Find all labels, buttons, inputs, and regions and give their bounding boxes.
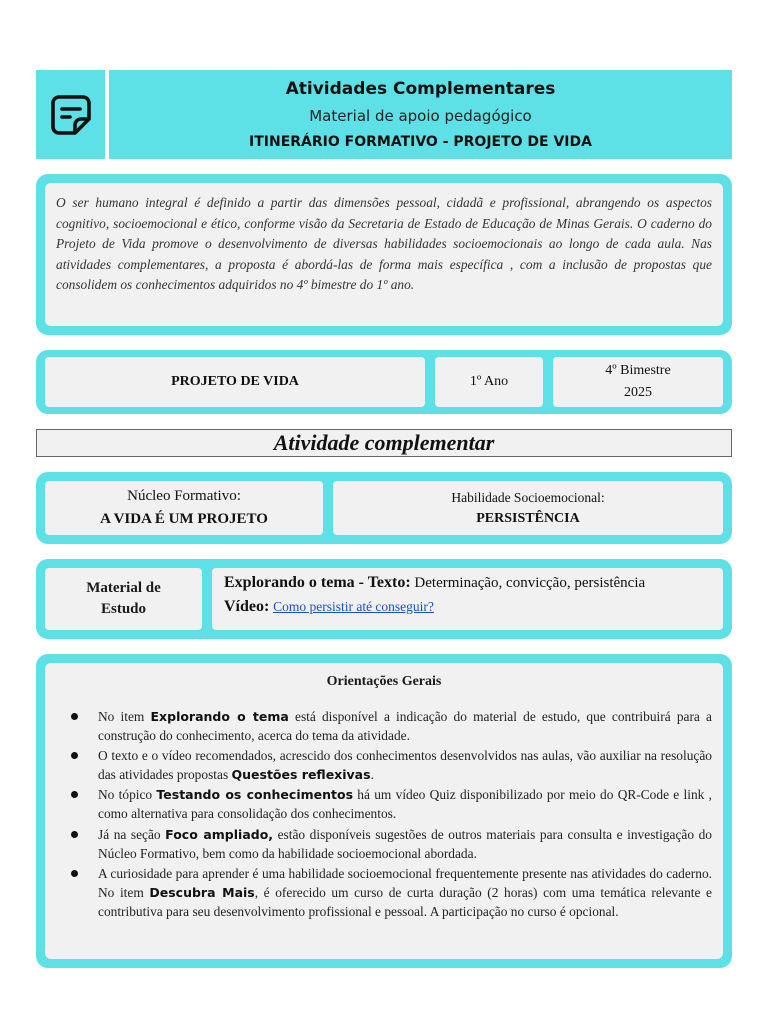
item-text: , é oferecido um curso de curta duração (2 horas) com uma temática relevante e contributiva para seu desenvolvimento profissional e pessoal. A participação no curso é opcional. xyxy=(98,884,712,919)
header-text xyxy=(109,70,732,159)
item-highlight: Descubra Mais xyxy=(149,884,255,900)
video-label: Vídeo: xyxy=(224,598,270,615)
list-item xyxy=(56,785,712,823)
nucleo-panel xyxy=(36,472,732,544)
item-text: O texto e o vídeo recomendados, acrescido dos conhecimentos desenvolvidos nas aulas, vão auxiliar na resolução das atividades propostas xyxy=(98,748,712,783)
term-cell xyxy=(553,357,723,407)
video-link[interactable]: Como persistir até conseguir? xyxy=(273,599,434,614)
habilidade-value: PERSISTÊNCIA xyxy=(476,510,580,526)
item-highlight: Foco ampliado, xyxy=(165,826,274,842)
material-text-row xyxy=(224,571,711,595)
texto-label: Explorando o tema - Texto: xyxy=(224,574,411,591)
nucleo-cell xyxy=(45,481,323,535)
grade-label: 1º Ano xyxy=(469,374,509,389)
item-text: está disponível a indicação do material de estudo, que contribuirá para a construção do conhecimento, acerca do tema da atividade. xyxy=(98,709,712,744)
activity-title: Atividade complementar xyxy=(273,430,495,455)
orientacoes-list xyxy=(56,707,712,921)
nucleo-label: Núcleo Formativo: xyxy=(127,488,241,504)
intro-text: O ser humano integral é definido a partir das dimensões pessoal, cidadã e profissional, abrangendo os aspectos cognitivo, socioemocional e ético, conforme visão da Secretaria de Estado de Educação de Minas Gerais. O caderno do Projeto de Vida promove o desenvolvimento de diversas habilidades socioemocionais ao longo de cada aula. Nas atividades complementares, a proposta é abordá-las de forma mais específica , com a inclusão de propostas que consolidem os conhecimentos adquiridos no 4º bimestre do 1º ano. xyxy=(45,183,723,326)
header-subtitle: Material de apoio pedagógico xyxy=(309,106,532,125)
header-icon-box xyxy=(36,70,105,159)
material-label-line1: Material de xyxy=(86,580,161,596)
orientacoes-title: Orientações Gerais xyxy=(326,674,442,689)
item-highlight: Testando os conhecimentos xyxy=(156,787,354,803)
term-label: 4º Bimestre xyxy=(605,363,671,378)
page-header xyxy=(36,70,732,159)
sticky-note-icon xyxy=(50,94,92,136)
material-video-row xyxy=(224,595,711,619)
list-item xyxy=(56,707,712,745)
list-item xyxy=(56,825,712,863)
orientacoes-box xyxy=(45,663,723,959)
material-label-cell xyxy=(45,568,202,630)
habilidade-cell xyxy=(333,481,723,535)
item-highlight: Explorando o tema xyxy=(150,709,289,724)
activity-title-bar xyxy=(36,429,732,457)
nucleo-value: A VIDA É UM PROJETO xyxy=(100,511,268,527)
item-text: No item xyxy=(98,709,151,724)
item-text: A curiosidade para aprender é uma habilidade socioemocional frequentemente presente nas atividades do caderno. No item xyxy=(98,865,712,900)
header-title: Atividades Complementares xyxy=(285,78,556,99)
year-label: 2025 xyxy=(624,385,652,400)
habilidade-label: Habilidade Socioemocional: xyxy=(451,489,605,505)
material-panel xyxy=(36,559,732,639)
item-text: No tópico xyxy=(98,787,157,803)
intro-panel xyxy=(36,174,732,335)
item-text: . xyxy=(370,767,374,783)
item-text: há um vídeo Quiz disponibilizado por meio do QR-Code e link , como alternativa para consolidação dos conhecimentos. xyxy=(98,787,712,822)
texto-value: Determinação, convicção, persistência xyxy=(414,575,646,591)
meta-panel xyxy=(36,350,732,414)
list-item xyxy=(56,864,712,921)
grade-cell xyxy=(435,357,543,407)
material-label-line2: Estudo xyxy=(100,601,147,617)
item-text: Já na seção xyxy=(98,826,166,842)
orientacoes-panel xyxy=(36,654,732,968)
header-program: ITINERÁRIO FORMATIVO - PROJETO DE VIDA xyxy=(249,133,592,150)
list-item xyxy=(56,746,712,784)
item-text: estão disponíveis sugestões de outros materiais para consulta e investigação do Núcleo Formativo, bem como da habilidade socioemocional abordada. xyxy=(98,826,712,861)
item-highlight: Questões reflexivas xyxy=(231,767,371,783)
subject-cell xyxy=(45,357,425,407)
subject-label: PROJETO DE VIDA xyxy=(171,374,299,389)
material-content-cell xyxy=(212,568,723,630)
